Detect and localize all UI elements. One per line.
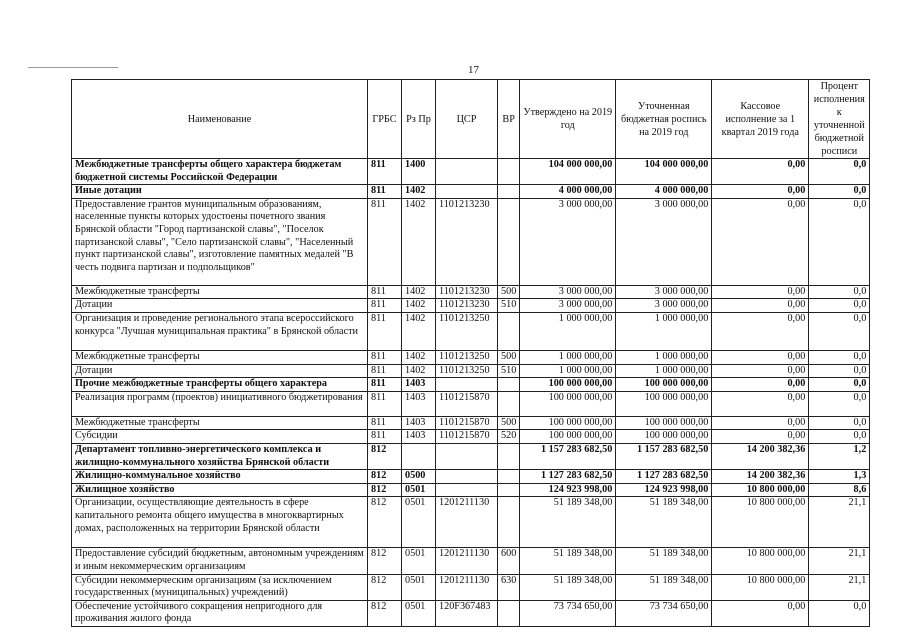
table-row (72, 350, 870, 364)
cell-csr: 1101213230 (436, 299, 498, 313)
cell-vr: 500 (498, 285, 520, 299)
cell-cash: 10 800 000,00 (712, 548, 809, 574)
cell-refined: 1 127 283 682,50 (616, 470, 712, 484)
cell-vr (498, 198, 520, 285)
cell-percent: 0,0 (809, 198, 870, 285)
cell-cash: 0,00 (712, 285, 809, 299)
cell-grbs: 811 (368, 185, 402, 199)
cell-grbs: 811 (368, 391, 402, 416)
cell-cash: 0,00 (712, 600, 809, 626)
table-row (72, 185, 870, 199)
cell-grbs: 811 (368, 285, 402, 299)
cell-name: Организации, осуществляющие деятельность в сфере капитального ремонта общего имущества в многоквартирных домах, расположенных на территории Брянской области (72, 497, 368, 548)
cell-name: Субсидии (72, 430, 368, 444)
cell-cash: 14 200 382,36 (712, 470, 809, 484)
cell-csr (436, 483, 498, 497)
cell-grbs: 811 (368, 159, 402, 185)
cell-approved: 1 000 000,00 (520, 350, 616, 364)
cell-percent: 1,3 (809, 470, 870, 484)
cell-grbs: 812 (368, 483, 402, 497)
cell-cash: 10 800 000,00 (712, 497, 809, 548)
col-header-name: Наименование (72, 80, 368, 159)
cell-cash: 0,00 (712, 185, 809, 199)
col-header-cash: Кассовое исполнение за 1 квартал 2019 года (712, 80, 809, 159)
cell-vr (498, 159, 520, 185)
cell-grbs: 811 (368, 378, 402, 392)
cell-vr: 520 (498, 430, 520, 444)
cell-vr: 510 (498, 364, 520, 378)
page-number: 17 (468, 64, 479, 76)
cell-percent: 0,0 (809, 364, 870, 378)
cell-vr: 500 (498, 416, 520, 430)
cell-approved: 1 157 283 682,50 (520, 443, 616, 469)
cell-rz-pr: 0501 (402, 497, 436, 548)
cell-refined: 1 157 283 682,50 (616, 443, 712, 469)
cell-refined: 124 923 998,00 (616, 483, 712, 497)
cell-refined: 100 000 000,00 (616, 378, 712, 392)
cell-percent: 1,2 (809, 443, 870, 469)
cell-name: Межбюджетные трансферты (72, 416, 368, 430)
table-row (72, 285, 870, 299)
cell-csr: 120F367483 (436, 600, 498, 626)
cell-cash: 14 200 382,36 (712, 443, 809, 469)
cell-grbs: 811 (368, 416, 402, 430)
cell-approved: 3 000 000,00 (520, 299, 616, 313)
cell-rz-pr: 1403 (402, 378, 436, 392)
cell-rz-pr: 0501 (402, 600, 436, 626)
cell-vr (498, 497, 520, 548)
cell-vr (498, 470, 520, 484)
cell-refined: 100 000 000,00 (616, 391, 712, 416)
cell-approved: 100 000 000,00 (520, 391, 616, 416)
cell-refined: 3 000 000,00 (616, 285, 712, 299)
cell-refined: 51 189 348,00 (616, 497, 712, 548)
cell-name: Департамент топливно-энергетического комплекса и жилищно-коммунального хозяйства Брянской области (72, 443, 368, 469)
cell-name: Жилищное хозяйство (72, 483, 368, 497)
cell-rz-pr: 1402 (402, 364, 436, 378)
col-header-csr: ЦСР (436, 80, 498, 159)
cell-vr (498, 391, 520, 416)
cell-csr: 1201211130 (436, 497, 498, 548)
cell-grbs: 811 (368, 198, 402, 285)
cell-rz-pr: 1402 (402, 285, 436, 299)
cell-rz-pr: 1402 (402, 198, 436, 285)
cell-grbs: 811 (368, 350, 402, 364)
table-row (72, 483, 870, 497)
cell-rz-pr: 0500 (402, 470, 436, 484)
cell-percent: 8,6 (809, 483, 870, 497)
cell-csr: 1101213250 (436, 350, 498, 364)
table-row (72, 574, 870, 600)
cell-cash: 0,00 (712, 391, 809, 416)
cell-approved: 73 734 650,00 (520, 600, 616, 626)
cell-rz-pr: 0501 (402, 548, 436, 574)
cell-approved: 100 000 000,00 (520, 430, 616, 444)
cell-grbs: 811 (368, 430, 402, 444)
cell-percent: 0,0 (809, 391, 870, 416)
cell-refined: 100 000 000,00 (616, 430, 712, 444)
table-row (72, 443, 870, 469)
cell-rz-pr: 0501 (402, 483, 436, 497)
cell-name: Реализация программ (проектов) инициативного бюджетирования (72, 391, 368, 416)
cell-approved: 1 000 000,00 (520, 364, 616, 378)
cell-csr: 1101215870 (436, 391, 498, 416)
cell-name: Прочие межбюджетные трансферты общего характера (72, 378, 368, 392)
cell-name: Обеспечение устойчивого сокращения непригодного для проживания жилого фонда (72, 600, 368, 626)
col-header-rz-pr: Рз Пр (402, 80, 436, 159)
cell-approved: 51 189 348,00 (520, 574, 616, 600)
cell-name: Межбюджетные трансферты общего характера бюджетам бюджетной системы Российской Федерации (72, 159, 368, 185)
col-header-vr: ВР (498, 80, 520, 159)
cell-rz-pr: 1402 (402, 312, 436, 350)
table-row (72, 497, 870, 548)
cell-vr (498, 312, 520, 350)
cell-cash: 0,00 (712, 350, 809, 364)
cell-name: Субсидии некоммерческим организациям (за исключением государственных (муниципальных) учреждений) (72, 574, 368, 600)
cell-csr (436, 185, 498, 199)
cell-rz-pr: 1400 (402, 159, 436, 185)
cell-percent: 21,1 (809, 574, 870, 600)
col-header-refined: Уточненная бюджетная роспись на 2019 год (616, 80, 712, 159)
cell-cash: 10 800 000,00 (712, 574, 809, 600)
cell-percent: 0,0 (809, 600, 870, 626)
cell-grbs: 811 (368, 364, 402, 378)
cell-refined: 73 734 650,00 (616, 600, 712, 626)
cell-approved: 100 000 000,00 (520, 378, 616, 392)
col-header-grbs: ГРБС (368, 80, 402, 159)
cell-vr (498, 483, 520, 497)
table-row (72, 312, 870, 350)
cell-vr (498, 378, 520, 392)
cell-cash: 0,00 (712, 364, 809, 378)
cell-refined: 51 189 348,00 (616, 574, 712, 600)
cell-refined: 1 000 000,00 (616, 312, 712, 350)
cell-csr (436, 159, 498, 185)
cell-cash: 10 800 000,00 (712, 483, 809, 497)
cell-percent: 0,0 (809, 185, 870, 199)
cell-approved: 4 000 000,00 (520, 185, 616, 199)
cell-grbs: 812 (368, 443, 402, 469)
cell-approved: 1 000 000,00 (520, 312, 616, 350)
cell-vr: 510 (498, 299, 520, 313)
cell-cash: 0,00 (712, 416, 809, 430)
cell-name: Межбюджетные трансферты (72, 285, 368, 299)
table-row (72, 416, 870, 430)
cell-approved: 51 189 348,00 (520, 497, 616, 548)
cell-approved: 51 189 348,00 (520, 548, 616, 574)
cell-rz-pr: 0501 (402, 574, 436, 600)
cell-name: Дотации (72, 364, 368, 378)
col-header-percent: Процент исполнения к уточненной бюджетной росписи (809, 80, 870, 159)
cell-percent: 0,0 (809, 430, 870, 444)
cell-approved: 1 127 283 682,50 (520, 470, 616, 484)
cell-csr: 1101213250 (436, 364, 498, 378)
cell-percent: 21,1 (809, 548, 870, 574)
table-row (72, 378, 870, 392)
cell-rz-pr (402, 443, 436, 469)
cell-cash: 0,00 (712, 299, 809, 313)
cell-refined: 4 000 000,00 (616, 185, 712, 199)
cell-csr: 1101213230 (436, 285, 498, 299)
scan-artifact-line (28, 67, 118, 68)
table-row (72, 600, 870, 626)
cell-approved: 3 000 000,00 (520, 285, 616, 299)
cell-cash: 0,00 (712, 378, 809, 392)
budget-table (71, 79, 870, 627)
cell-vr (498, 443, 520, 469)
cell-name: Дотации (72, 299, 368, 313)
cell-vr: 500 (498, 350, 520, 364)
cell-grbs: 811 (368, 312, 402, 350)
cell-refined: 100 000 000,00 (616, 416, 712, 430)
table-row (72, 430, 870, 444)
cell-name: Иные дотации (72, 185, 368, 199)
cell-csr: 1101215870 (436, 430, 498, 444)
cell-cash: 0,00 (712, 312, 809, 350)
cell-approved: 3 000 000,00 (520, 198, 616, 285)
cell-csr (436, 378, 498, 392)
table-row (72, 198, 870, 285)
cell-percent: 0,0 (809, 350, 870, 364)
cell-grbs: 812 (368, 574, 402, 600)
cell-refined: 104 000 000,00 (616, 159, 712, 185)
cell-rz-pr: 1402 (402, 299, 436, 313)
cell-vr: 600 (498, 548, 520, 574)
cell-grbs: 811 (368, 299, 402, 313)
cell-rz-pr: 1402 (402, 350, 436, 364)
cell-percent: 0,0 (809, 378, 870, 392)
cell-grbs: 812 (368, 548, 402, 574)
cell-percent: 0,0 (809, 416, 870, 430)
header-row (72, 80, 870, 159)
cell-name: Организация и проведение регионального этапа всероссийского конкурса "Лучшая муниципальная практика" в Брянской области (72, 312, 368, 350)
cell-grbs: 812 (368, 470, 402, 484)
cell-name: Предоставление грантов муниципальным образованиям, населенные пункты которых удостоены почетного звания Брянской области "Город партизанской славы", "Поселок партизанской славы", "Село партизанской славы", "Населенный пункт партизанской славы", изготовление памятных медалей "В честь подвига партизан и подпольщиков" (72, 198, 368, 285)
table-row (72, 548, 870, 574)
cell-approved: 124 923 998,00 (520, 483, 616, 497)
cell-approved: 104 000 000,00 (520, 159, 616, 185)
cell-csr (436, 443, 498, 469)
col-header-approved: Утверждено на 2019 год (520, 80, 616, 159)
cell-rz-pr: 1402 (402, 185, 436, 199)
cell-csr (436, 470, 498, 484)
cell-grbs: 812 (368, 600, 402, 626)
cell-percent: 0,0 (809, 299, 870, 313)
cell-rz-pr: 1403 (402, 430, 436, 444)
cell-csr: 1201211130 (436, 574, 498, 600)
cell-name: Жилищно-коммунальное хозяйство (72, 470, 368, 484)
cell-cash: 0,00 (712, 430, 809, 444)
cell-percent: 0,0 (809, 312, 870, 350)
cell-csr: 1101213250 (436, 312, 498, 350)
cell-csr: 1201211130 (436, 548, 498, 574)
table-row (72, 391, 870, 416)
table-row (72, 470, 870, 484)
cell-vr: 630 (498, 574, 520, 600)
cell-name: Межбюджетные трансферты (72, 350, 368, 364)
cell-csr: 1101215870 (436, 416, 498, 430)
table-row (72, 364, 870, 378)
cell-percent: 21,1 (809, 497, 870, 548)
cell-rz-pr: 1403 (402, 416, 436, 430)
cell-csr: 1101213230 (436, 198, 498, 285)
cell-vr (498, 600, 520, 626)
cell-cash: 0,00 (712, 159, 809, 185)
cell-percent: 0,0 (809, 285, 870, 299)
cell-refined: 3 000 000,00 (616, 198, 712, 285)
cell-grbs: 812 (368, 497, 402, 548)
cell-refined: 1 000 000,00 (616, 364, 712, 378)
cell-approved: 100 000 000,00 (520, 416, 616, 430)
cell-vr (498, 185, 520, 199)
table-row (72, 159, 870, 185)
cell-name: Предоставление субсидий бюджетным, автономным учреждениям и иным некоммерческим организациям (72, 548, 368, 574)
cell-percent: 0,0 (809, 159, 870, 185)
cell-refined: 1 000 000,00 (616, 350, 712, 364)
cell-refined: 51 189 348,00 (616, 548, 712, 574)
cell-refined: 3 000 000,00 (616, 299, 712, 313)
cell-rz-pr: 1403 (402, 391, 436, 416)
table-row (72, 299, 870, 313)
cell-cash: 0,00 (712, 198, 809, 285)
